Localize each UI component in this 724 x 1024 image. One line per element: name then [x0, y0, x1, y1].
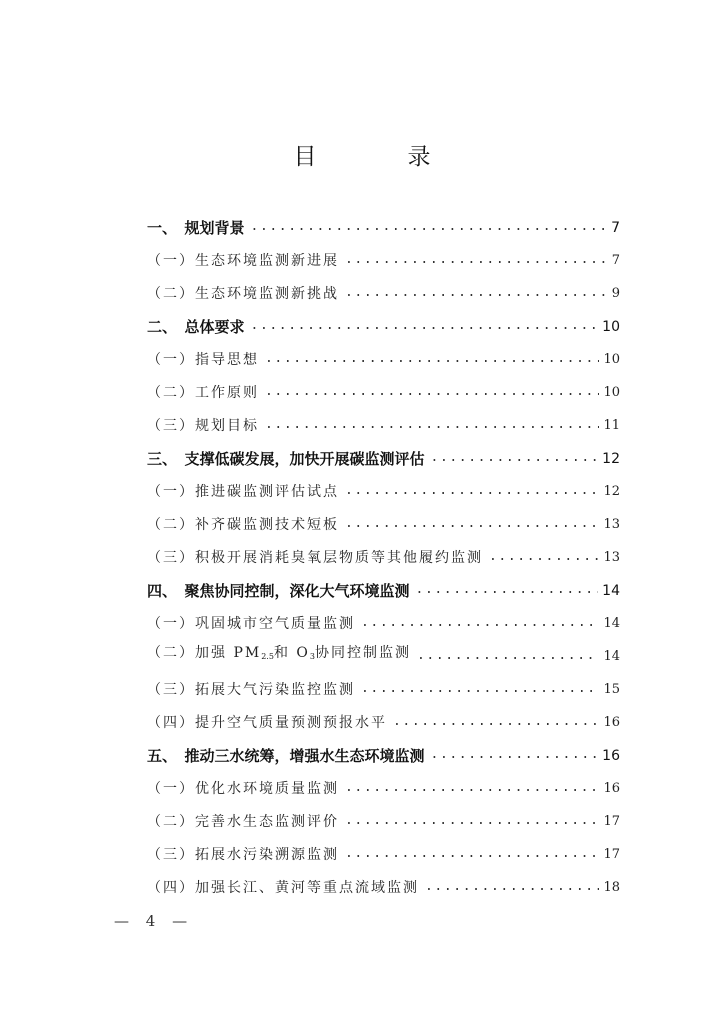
- toc-page-number: 14: [603, 616, 620, 631]
- toc-label-part: 和 O: [273, 645, 310, 661]
- toc-entry-label: （三）拓展水污染溯源监测: [147, 847, 339, 863]
- toc-entry-subsection[interactable]: [147, 238, 620, 271]
- toc-page-number: 10: [603, 352, 620, 367]
- toc-entry-subsection[interactable]: [147, 634, 620, 667]
- toc-entry-label: （一）生态环境监测新进展: [147, 253, 339, 269]
- toc-entry-label: （三）规划目标: [147, 418, 259, 434]
- toc-entry-section-1[interactable]: [147, 205, 620, 238]
- toc-dot-leader: [345, 481, 599, 501]
- toc-entry-subsection[interactable]: [147, 535, 620, 568]
- toc-label-part: （二）加强 PM: [147, 645, 262, 661]
- toc-entry-subsection[interactable]: [147, 370, 620, 403]
- toc-entry-label: [147, 643, 417, 667]
- page-title: 目 录: [293, 144, 465, 170]
- toc-page-number: 14: [603, 649, 620, 664]
- toc-entry-label: （二）完善水生态监测评价: [147, 814, 339, 830]
- toc-dot-leader: [345, 283, 608, 303]
- toc-dot-leader: [345, 811, 599, 831]
- toc-entry-subsection[interactable]: [147, 502, 620, 535]
- toc-page-number: 12: [602, 451, 620, 467]
- subscript: 2.5: [261, 652, 274, 661]
- toc-page-number: 7: [611, 253, 620, 268]
- toc-entry-subsection[interactable]: [147, 667, 620, 700]
- toc-entry-label: （一）巩固城市空气质量监测: [147, 616, 355, 632]
- toc-entry-label: 一、 规划背景: [147, 219, 245, 237]
- toc-page-number: 17: [603, 847, 620, 862]
- subscript: 3: [309, 652, 315, 661]
- toc-entry-subsection[interactable]: [147, 469, 620, 502]
- toc-dot-leader: [251, 217, 608, 237]
- toc-page-number: 10: [603, 385, 620, 400]
- toc-page-number: 15: [603, 682, 620, 697]
- toc-dot-leader: [417, 646, 599, 666]
- toc-entry-label: （二）工作原则: [147, 385, 259, 401]
- toc-dot-leader: [265, 415, 599, 435]
- toc-dot-leader: [431, 745, 599, 765]
- toc-label-part: 协同控制监测: [314, 645, 411, 661]
- toc-dot-leader: [361, 679, 599, 699]
- toc-entry-label: （二）补齐碳监测技术短板: [147, 517, 339, 533]
- toc-dot-leader: [489, 547, 599, 567]
- toc-page-number: 9: [611, 286, 620, 301]
- toc-page-number: 7: [611, 220, 620, 236]
- toc-entry-subsection[interactable]: [147, 799, 620, 832]
- toc-page-number: 13: [603, 550, 620, 565]
- toc-page-number: 18: [603, 880, 620, 895]
- toc-page-number: 14: [602, 583, 620, 599]
- page-footer-number: — 4 —: [114, 912, 194, 930]
- toc-entry-label: （三）拓展大气污染监控监测: [147, 682, 355, 698]
- toc-page-number: 16: [603, 715, 620, 730]
- toc-entry-label: 三、 支撑低碳发展，加快开展碳监测评估: [147, 450, 425, 468]
- toc-entry-label: 四、 聚焦协同控制，深化大气环境监测: [147, 582, 410, 600]
- toc-entry-label: 二、 总体要求: [147, 318, 245, 336]
- toc-entry-subsection[interactable]: [147, 832, 620, 865]
- toc-entry-label: （三）积极开展消耗臭氧层物质等其他履约监测: [147, 550, 483, 566]
- toc-entry-label: （二）生态环境监测新挑战: [147, 286, 339, 302]
- toc-entry-section-4[interactable]: [147, 568, 620, 601]
- toc-dot-leader: [393, 712, 599, 732]
- toc-page-number: 11: [603, 418, 620, 433]
- toc-entry-subsection[interactable]: [147, 403, 620, 436]
- toc-page-number: 16: [602, 748, 620, 764]
- toc-entry-subsection[interactable]: [147, 337, 620, 370]
- toc-dot-leader: [425, 877, 599, 897]
- toc-dot-leader: [345, 844, 599, 864]
- toc-dot-leader: [345, 250, 608, 270]
- toc-entry-label: （四）加强长江、黄河等重点流域监测: [147, 880, 419, 896]
- toc-dot-leader: [431, 448, 599, 468]
- toc-entry-section-3[interactable]: [147, 436, 620, 469]
- toc-page-number: 12: [603, 484, 620, 499]
- toc-entry-subsection[interactable]: [147, 700, 620, 733]
- toc-entry-subsection[interactable]: [147, 865, 620, 898]
- toc-dot-leader: [361, 613, 599, 633]
- toc-entry-subsection[interactable]: [147, 766, 620, 799]
- toc-dot-leader: [345, 778, 599, 798]
- toc-page-number: 13: [603, 517, 620, 532]
- toc-entry-section-2[interactable]: [147, 304, 620, 337]
- toc-dot-leader: [265, 349, 599, 369]
- toc-entry-subsection[interactable]: [147, 271, 620, 304]
- toc-page-number: 17: [603, 814, 620, 829]
- toc-page-number: 10: [602, 319, 620, 335]
- toc-dot-leader: [251, 316, 599, 336]
- toc-dot-leader: [345, 514, 599, 534]
- toc-entry-label: （四）提升空气质量预测预报水平: [147, 715, 387, 731]
- table-of-contents: [147, 205, 620, 898]
- toc-entry-label: （一）优化水环境质量监测: [147, 781, 339, 797]
- toc-entry-subsection[interactable]: [147, 601, 620, 634]
- toc-entry-label: 五、 推动三水统筹，增强水生态环境监测: [147, 747, 425, 765]
- toc-entry-label: （一）指导思想: [147, 352, 259, 368]
- toc-dot-leader: [416, 580, 599, 600]
- toc-entry-label: （一）推进碳监测评估试点: [147, 484, 339, 500]
- toc-dot-leader: [265, 382, 599, 402]
- toc-entry-section-5[interactable]: [147, 733, 620, 766]
- toc-page-number: 16: [603, 781, 620, 796]
